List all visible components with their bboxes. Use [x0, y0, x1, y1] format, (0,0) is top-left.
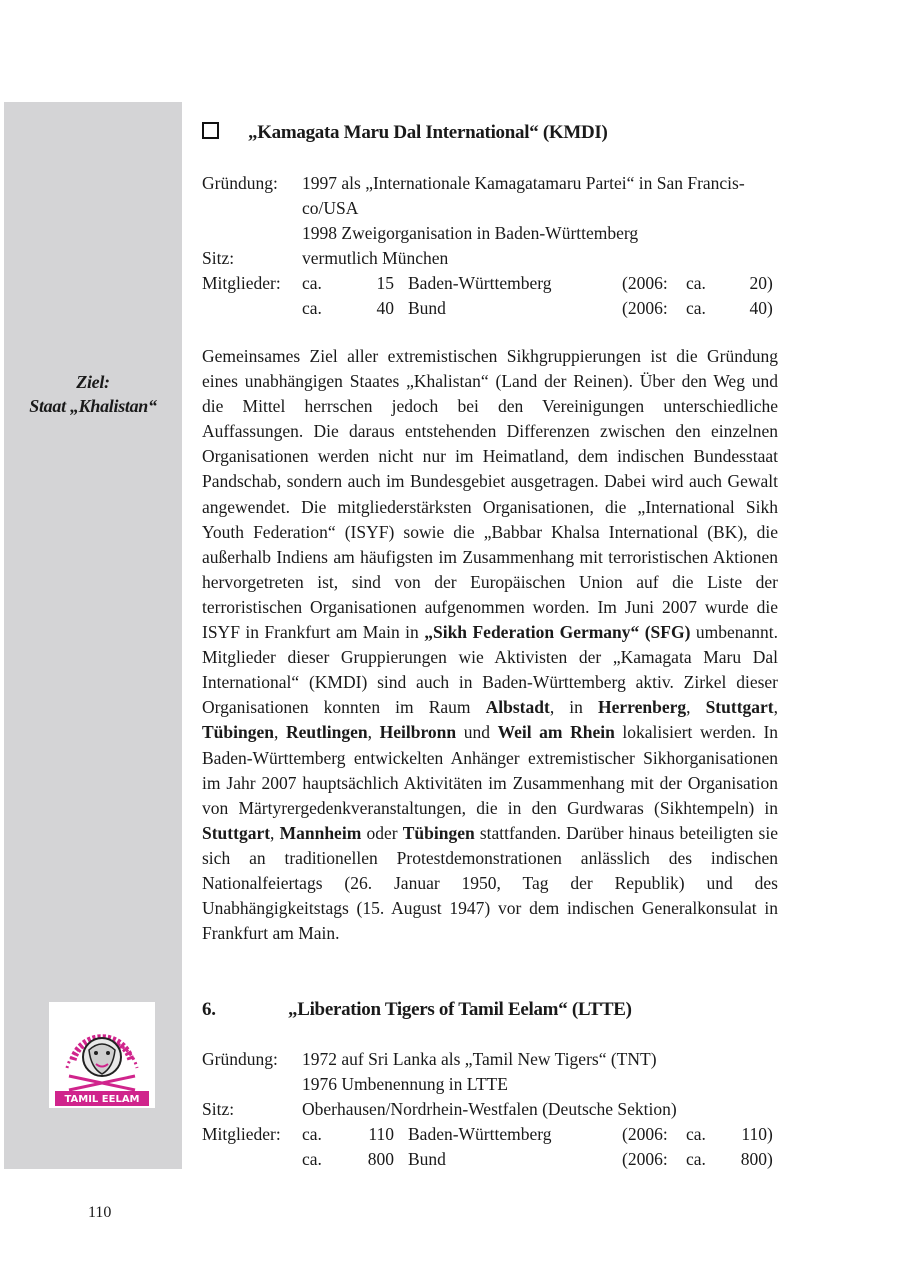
members-close: ) — [767, 1124, 773, 1144]
body-text-run: , — [273, 722, 286, 743]
members-prev-ca: ca. — [686, 1124, 706, 1144]
members-prev-count: 40 — [749, 298, 767, 318]
members-close: ) — [767, 1149, 773, 1169]
body-text-run: , in — [549, 697, 598, 718]
members-count: 110 — [368, 1124, 394, 1144]
members-prev-count: 800 — [740, 1149, 767, 1169]
margin-note — [4, 370, 182, 418]
body-text-run: lokalisiert werden. In Baden-Württemberg entwickelten Anhänger extremistischer Sikhorganisationen im Jahr 2007 hauptsächlich Aktivitäten im Zusammenhang mit der Organisation von Märtyrergedenkveranstaltungen, die in den Gurdwaras (Sikhtempeln) in — [202, 722, 779, 818]
info-value: 1997 als „Internationale Kamagatamaru Partei“ in San Francis- — [302, 173, 745, 193]
members-place: Bund — [408, 1149, 446, 1169]
members-ca: ca. — [302, 1124, 322, 1144]
members-close: ) — [767, 298, 773, 318]
body-text-run: und — [456, 722, 498, 743]
body-bold-run: Tübingen — [402, 822, 475, 843]
body-bold-run: Stuttgart — [202, 822, 271, 843]
members-prev-year: (2006: — [622, 1124, 668, 1144]
margin-note-line2: Staat „Khalistan“ — [29, 396, 157, 416]
members-count: 15 — [376, 273, 394, 293]
info-value: 1998 Zweigorganisation in Baden-Württemberg — [302, 223, 639, 243]
ltte-title: „Liberation Tigers of Tamil Eelam“ (LTTE) — [288, 999, 632, 1020]
members-label: Mitglieder: — [202, 1124, 281, 1144]
body-text-run: , — [686, 697, 706, 718]
info-label: Sitz: — [202, 1099, 235, 1119]
members-ca: ca. — [302, 273, 322, 293]
members-prev-year: (2006: — [622, 298, 668, 318]
body-text-run: , — [270, 822, 280, 843]
members-ca: ca. — [302, 298, 322, 318]
info-label: Gründung: — [202, 173, 278, 193]
info-value: Oberhausen/Nordrhein-Westfalen (Deutsche Sektion) — [302, 1099, 677, 1119]
tamil-eelam-logo — [49, 1002, 155, 1108]
members-ca: ca. — [302, 1149, 322, 1169]
body-bold-run: Weil am Rhein — [497, 722, 615, 743]
body-text-run: , — [367, 722, 380, 743]
members-count: 40 — [376, 298, 394, 318]
body-bold-run: Mannheim — [279, 822, 362, 843]
members-prev-year: (2006: — [622, 273, 668, 293]
body-paragraph — [202, 344, 778, 946]
members-place: Bund — [408, 298, 446, 318]
members-prev-count: 110 — [741, 1124, 767, 1144]
members-prev-year: (2006: — [622, 1149, 668, 1169]
members-prev-ca: ca. — [686, 298, 706, 318]
members-close: ) — [767, 273, 773, 293]
info-value: vermutlich München — [302, 248, 449, 268]
members-prev-ca: ca. — [686, 273, 706, 293]
info-label: Gründung: — [202, 1049, 278, 1069]
body-bold-run: Reutlingen — [285, 722, 368, 743]
body-text-run: Gemeinsames Ziel aller extremistischen Sikhgruppierungen ist die Gründung eines unabhängigen Staates „Khalistan“ (Land der Reinen). Über den Weg und die Mittel herrschen jedoch bei den Vereinigungen unterschiedliche Auffassungen. Die daraus entstehenden Differenzen zwischen den einzelnen Organisationen werden nicht nur im Heimatland, dem indischen Bundesstaat Pandschab, sondern auch im Bundesgebiet ausgetragen. Dabei wird auch Gewalt angewendet. Die mitgliederstärksten Organisationen, die „International Sikh Youth Federation“ (ISYF) sowie die „Babbar Khalsa International (BK), die außerhalb Indiens am häufigsten im Zusammenhang mit terroristischen Aktionen hervorgetreten ist, sind von der Europäischen Union auf die Liste der terroristischen Organisationen aufgenommen worden. Im Juni 2007 wurde die ISYF in Frankfurt am Main in — [202, 346, 778, 643]
body-text-run: umbenannt. Mitglieder dieser Gruppierungen wie Aktivisten der „Kamagata Maru Dal International“ (KMDI) sind auch in Baden-Württemberg aktiv. Zirkel dieser Organisationen konnten im Raum — [202, 622, 778, 718]
body-text-run: , — [773, 697, 778, 718]
ltte-heading — [202, 997, 632, 1023]
members-place: Baden-Württemberg — [408, 273, 552, 293]
body-bold-run: Stuttgart — [705, 697, 774, 718]
tiger-emblem-icon — [49, 1002, 155, 1108]
body-bold-run: Herrenberg — [597, 697, 687, 718]
kmdi-title: „Kamagata Maru Dal International“ (KMDI) — [248, 122, 608, 143]
section-number: 6. — [202, 999, 216, 1020]
body-text-run: stattfanden. Darüber hinaus beteiligten sie sich an traditionellen Protestdemonstrationen anlässlich des indischen Nationalfeiertags (26. Januar 1950, Tag der Republik) und des Unabhängigkeitstags (15. August 1947) vor dem indischen Generalkonsulat in Frankfurt am Main. — [202, 822, 778, 944]
members-place: Baden-Württemberg — [408, 1124, 552, 1144]
body-bold-run: Heilbronn — [379, 722, 457, 743]
members-count: 800 — [367, 1149, 394, 1169]
info-label: Sitz: — [202, 248, 235, 268]
svg-text:TAMIL EELAM: TAMIL EELAM — [64, 1094, 140, 1105]
members-prev-count: 20 — [749, 273, 767, 293]
body-bold-run: Tübingen — [202, 722, 274, 743]
body-bold-run: Albstadt — [485, 697, 550, 718]
kmdi-heading — [202, 120, 608, 146]
info-value: 1972 auf Sri Lanka als „Tamil New Tigers“ (TNT) — [302, 1049, 657, 1069]
members-prev-ca: ca. — [686, 1149, 706, 1169]
body-text-run: oder — [361, 822, 403, 843]
page-number: 110 — [88, 1204, 112, 1221]
info-value: co/USA — [302, 198, 359, 218]
margin-note-line1: Ziel: — [76, 372, 110, 392]
body-bold-run: „Sikh Federation Germany“ (SFG) — [424, 622, 691, 643]
members-label: Mitglieder: — [202, 273, 281, 293]
checkbox-icon — [202, 122, 219, 139]
info-value: 1976 Umbenennung in LTTE — [302, 1074, 508, 1094]
